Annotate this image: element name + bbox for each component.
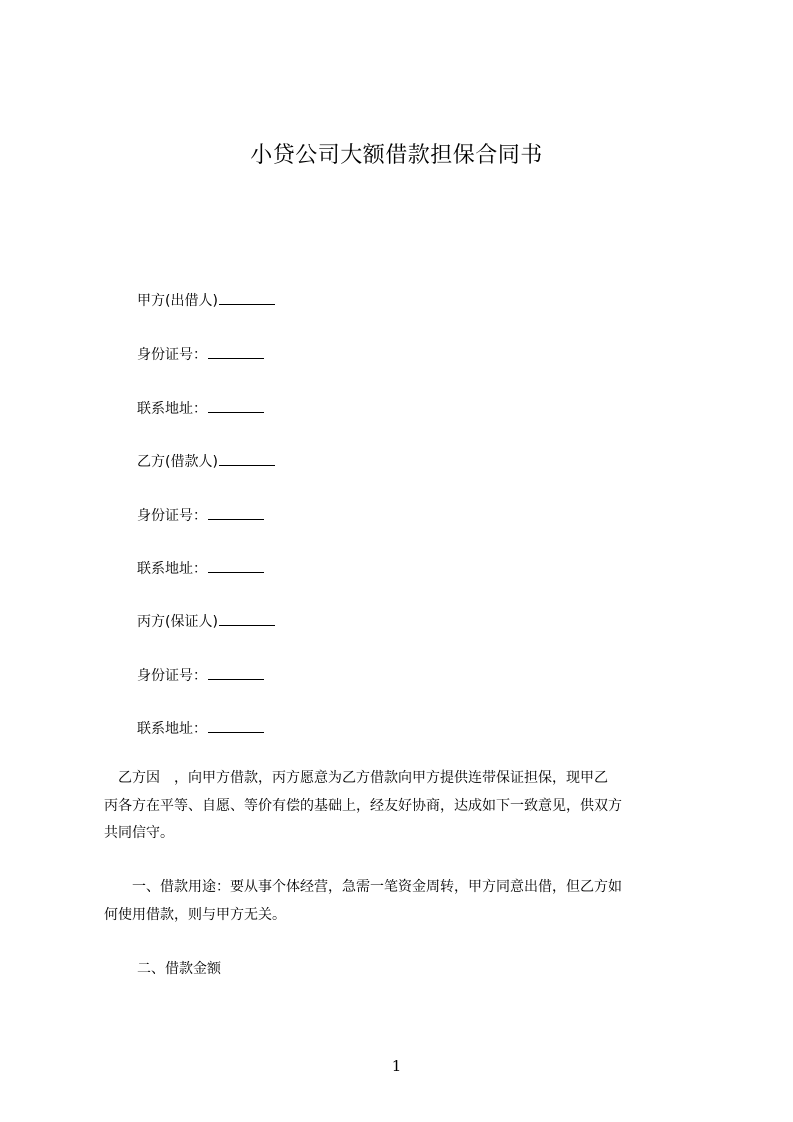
clause-two-heading: 二、借款金额: [137, 961, 221, 977]
fill-in-blank: [208, 398, 264, 413]
fill-in-blank: [208, 344, 264, 359]
field-label: 身份证号：: [137, 347, 207, 363]
party-b-id-field: [137, 505, 264, 526]
paragraph-line: 乙方因 ，向甲方借款，丙方愿意为乙方借款向甲方提供连带保证担保，现甲乙: [104, 770, 608, 786]
document-title: 小贷公司大额借款担保合同书: [250, 143, 543, 168]
fill-in-blank: [208, 505, 264, 520]
field-label: 身份证号：: [137, 668, 207, 684]
fill-in-blank: [219, 290, 275, 305]
page-number: 1: [391, 1057, 402, 1075]
party-a-address-field: [137, 398, 264, 419]
paragraph-line: 何使用借款，则与甲方无关。: [104, 906, 286, 923]
field-label: 身份证号：: [137, 508, 207, 524]
party-a-lender-field: [137, 290, 275, 311]
party-b-address-field: [137, 558, 264, 579]
field-label: 联系地址：: [137, 561, 207, 577]
field-label: 甲方(出借人): [137, 293, 218, 309]
party-c-guarantor-field: [137, 611, 275, 632]
fill-in-blank: [208, 558, 264, 573]
paragraph-line: 丙各方在平等、自愿、等价有偿的基础上，经友好协商，达成如下一致意见，供双方: [104, 797, 622, 814]
fill-in-blank: [219, 611, 275, 626]
party-a-id-field: [137, 344, 264, 365]
fill-in-blank: [208, 665, 264, 680]
party-b-borrower-field: [137, 451, 275, 472]
fill-in-blank: [208, 718, 264, 733]
field-label: 丙方(保证人): [137, 614, 218, 630]
party-c-id-field: [137, 665, 264, 686]
party-c-address-field: [137, 718, 264, 739]
field-label: 联系地址：: [137, 401, 207, 417]
fill-in-blank: [219, 451, 275, 466]
field-label: 乙方(借款人): [137, 454, 218, 470]
intro-paragraph: [104, 765, 704, 848]
paragraph-line: 共同信守。: [104, 825, 174, 841]
clause-one-loan-purpose: [104, 874, 704, 929]
field-label: 联系地址：: [137, 721, 207, 737]
paragraph-line: 一、借款用途：要从事个体经营，急需一笔资金周转，甲方同意出借，但乙方如: [104, 879, 622, 895]
